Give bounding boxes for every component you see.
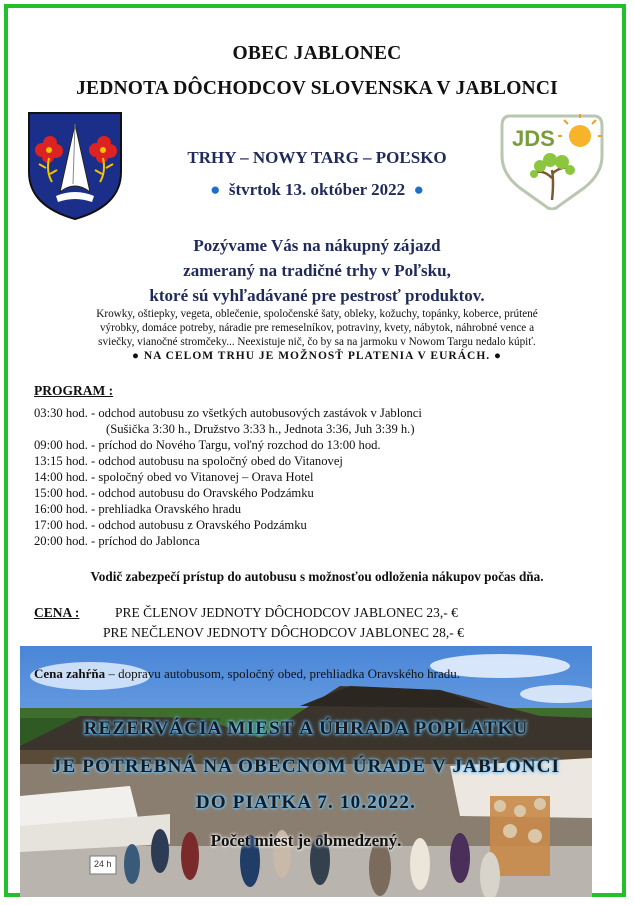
program-item: 13:15 hod. - odchod autobusu na spoločný obed do Vitanovej xyxy=(34,454,343,468)
products-line-1: Krowky, oštiepky, vegeta, oblečenie, spoločenské šaty, obleky, kožuchy, topánky, koberce, prútené xyxy=(96,308,538,320)
invite-line-1: Pozývame Vás na nákupný zájazd xyxy=(193,236,441,255)
market-photo xyxy=(20,646,592,897)
program-item: 09:00 hod. - príchod do Nového Targu, voľný rozchod do 13:00 hod. xyxy=(34,438,381,452)
products-line-2: výrobky, domáce potreby, náradie pre remeselníkov, potraviny, kvety, nábytok, náhrobné vence a xyxy=(99,322,535,334)
price-non-members: PRE NEČLENOV JEDNOTY DÔCHODCOV JABLONEC 28,- € xyxy=(103,625,464,640)
event-title: TRHY – NOWY TARG – POĽSKO xyxy=(187,148,447,167)
price-members: PRE ČLENOV JEDNOTY DÔCHODCOV JABLONEC 23,- € xyxy=(115,605,458,620)
limited-seats-note: Počet miest je obmedzený. xyxy=(210,831,402,850)
bullet-icon: ● xyxy=(413,180,424,199)
price-label: CENA : xyxy=(34,605,80,620)
jds-logo-text: JDS xyxy=(512,126,555,151)
program-item: 20:00 hod. - príchod do Jablonca xyxy=(34,534,200,548)
program-item: 03:30 hod. - odchod autobusu zo všetkých autobusových zastávok v Jablonci xyxy=(34,406,422,420)
driver-note: Vodič zabezpečí prístup do autobusu s možnosťou odloženia nákupov počas dňa. xyxy=(90,569,544,584)
program-heading: PROGRAM : xyxy=(34,383,114,398)
program-item: 16:00 hod. - prehliadka Oravského hradu xyxy=(34,502,242,516)
event-date: štvrtok 13. október 2022 xyxy=(228,180,406,199)
reservation-deadline: DO PIATKA 7. 10.2022. xyxy=(195,792,417,813)
program-item: 14:00 hod. - spoločný obed vo Vitanovej – Orava Hotel xyxy=(34,470,314,484)
invite-line-3: ktoré sú vyhľadávané pre pestrosť produktov. xyxy=(149,286,485,305)
reservation-line-1: REZERVÁCIA MIEST A ÚHRADA POPLATKU xyxy=(83,718,529,739)
program-item: 15:00 hod. - odchod autobusu do Oravského Podzámku xyxy=(34,486,314,500)
euro-payment-note: ● NA CELOM TRHU JE MOŽNOSŤ PLATENIA V EURÁCH. ● xyxy=(132,350,502,362)
reservation-line-2: JE POTREBNÁ NA OBECNOM ÚRADE V JABLONCI xyxy=(51,756,561,777)
program-item-stops: (Sušička 3:30 h., Družstvo 3:33 h., Jednota 3:36, Juh 3:39 h.) xyxy=(106,422,415,436)
price-includes-text: – dopravu autobusom, spoločný obed, prehliadka Oravského hradu. xyxy=(105,666,461,681)
invite-line-2: zameraný na tradičné trhy v Poľsku, xyxy=(183,261,451,280)
program-item: 17:00 hod. - odchod autobusu z Oravského Podzámku xyxy=(34,518,307,532)
market-sign-text: 24 h xyxy=(94,859,112,869)
products-line-3: sviečky, vianočné stromčeky... Neexistuje nič, čo by sa na jarmoku v Nowom Targu nedalo kúpiť. xyxy=(98,336,536,348)
event-date-line xyxy=(0,180,634,200)
header-jednota: JEDNOTA DÔCHODCOV SLOVENSKA V JABLONCI xyxy=(76,78,558,99)
price-includes-label: Cena zahŕňa xyxy=(34,666,106,681)
header-obec: OBEC JABLONEC xyxy=(232,43,402,64)
price-includes xyxy=(34,666,460,682)
bullet-icon: ● xyxy=(210,180,221,199)
